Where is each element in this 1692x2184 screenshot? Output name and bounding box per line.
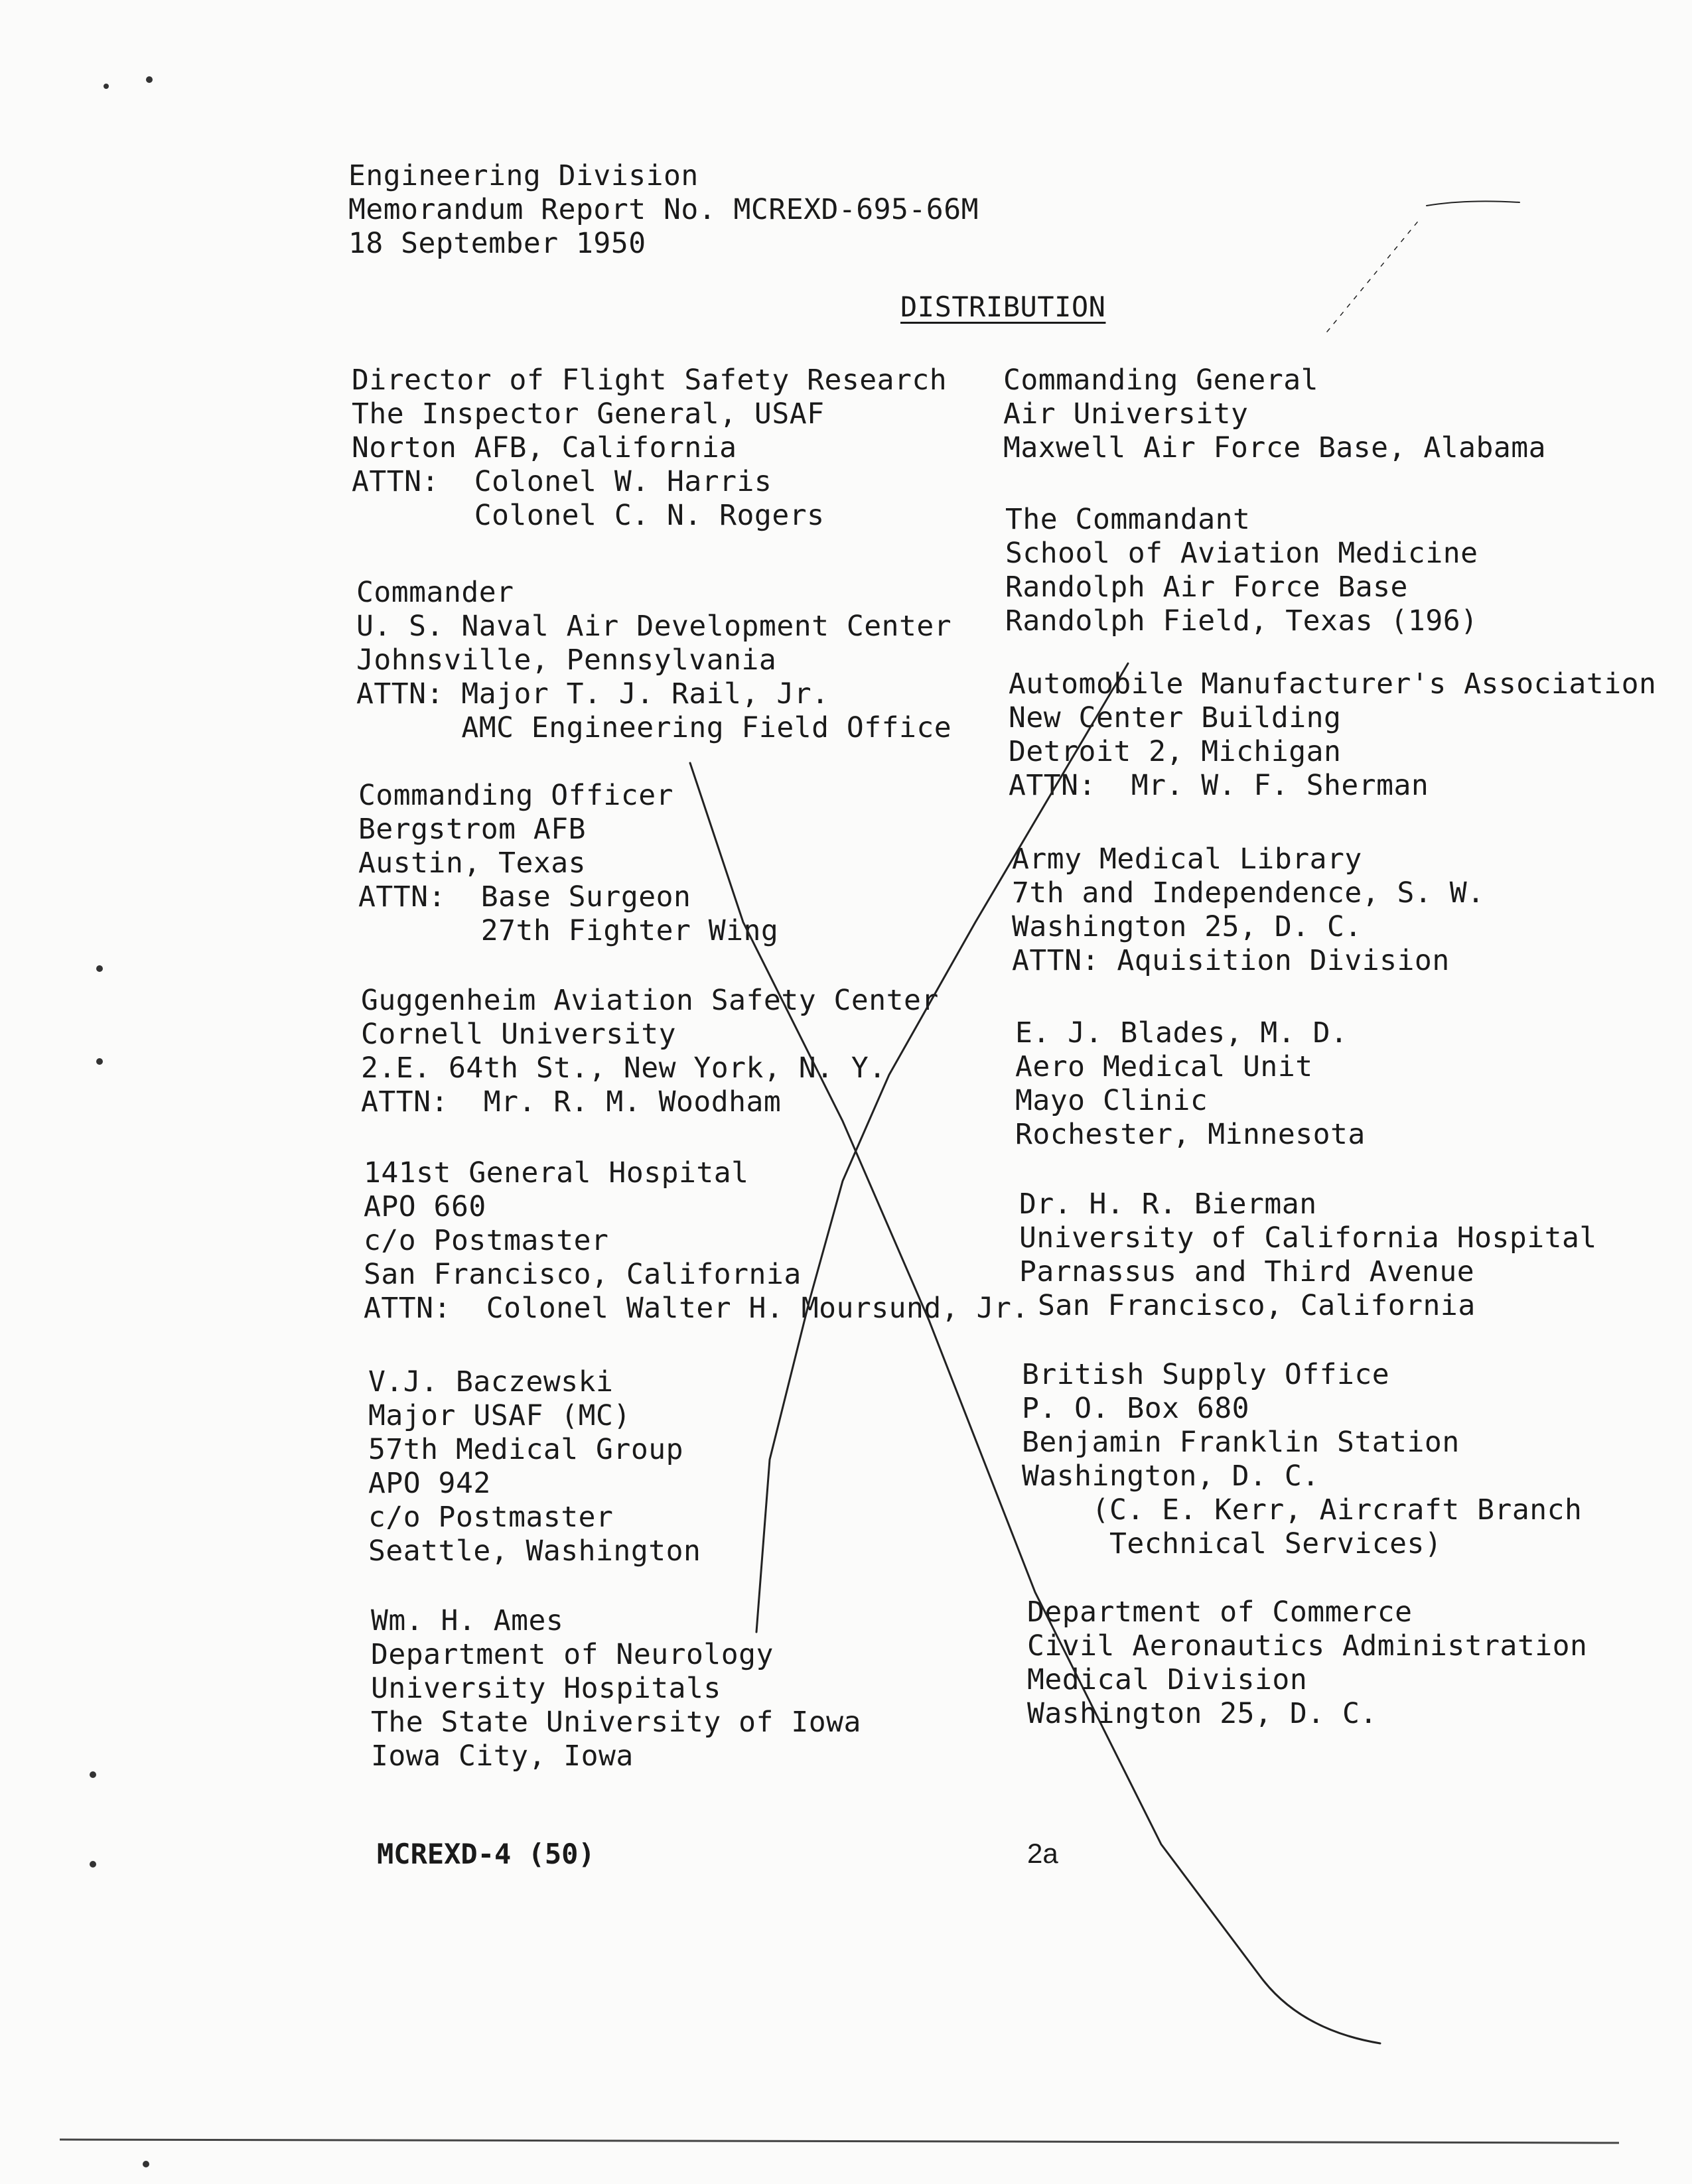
speck [90,1861,96,1868]
address-line: San Francisco, California [1038,1289,1476,1322]
address-line: P. O. Box 680 [1022,1392,1250,1425]
address-line: Mayo Clinic [1015,1084,1208,1117]
address-line: APO 660 [364,1190,486,1223]
address-line: Technical Services) [1022,1527,1443,1560]
address-line: Civil Aeronautics Administration [1027,1629,1588,1663]
address-line: (C. E. Kerr, Aircraft Branch [1022,1493,1583,1527]
address-line: The Inspector General, USAF [352,397,825,431]
address-line: 2.E. 64th St., New York, N. Y. [361,1052,886,1085]
address-line: The Commandant [1005,503,1251,536]
address-line: Randolph Air Force Base [1005,571,1408,604]
diagonal-cross-stroke [690,763,1380,2043]
attn-line: 27th Fighter Wing [358,914,779,947]
address-line: Washington 25, D. C. [1012,910,1362,943]
dash-mark [1427,201,1519,206]
address-line: Commanding Officer [358,779,673,812]
address-line: Iowa City, Iowa [371,1740,634,1773]
address-line: E. J. Blades, M. D. [1015,1016,1348,1050]
address-line: Department of Neurology [371,1638,774,1671]
address-line: V.J. Baczewski [368,1365,614,1399]
address-line: New Center Building [1009,701,1342,734]
address-line: San Francisco, California [364,1258,802,1291]
address-line: U. S. Naval Air Development Center [356,610,952,643]
attn-line: ATTN: Colonel Walter H. Moursund, Jr. [364,1292,1029,1325]
address-line: APO 942 [368,1467,491,1500]
attn-line: ATTN: Aquisition Division [1012,944,1450,977]
address-line: Medical Division [1027,1663,1308,1696]
address-line: University Hospitals [371,1672,721,1705]
address-line: Bergstrom AFB [358,813,587,846]
attn-line: ATTN: Colonel W. Harris [352,465,772,498]
address-line: 57th Medical Group [368,1433,683,1466]
address-line: 141st General Hospital [364,1156,749,1190]
address-line: Air University [1003,397,1249,431]
address-line: Guggenheim Aviation Safety Center [361,984,939,1017]
attn-line: Colonel C. N. Rogers [352,499,825,532]
address-line: School of Aviation Medicine [1005,537,1478,570]
address-line: Norton AFB, California [352,431,737,464]
address-line: Benjamin Franklin Station [1022,1426,1460,1459]
page-edge-line [60,2140,1619,2143]
distribution-title: DISTRIBUTION [900,291,1106,323]
attn-line: AMC Engineering Field Office [356,711,952,744]
address-line: Major USAF (MC) [368,1399,631,1432]
attn-line: ATTN: Base Surgeon [358,880,691,914]
address-line: Commander [356,576,514,609]
attn-line: ATTN: Major T. J. Rail, Jr. [356,677,829,711]
speck [90,1771,96,1778]
address-line: Randolph Field, Texas (196) [1005,604,1478,638]
address-line: Army Medical Library [1012,843,1362,876]
address-line: Parnassus and Third Avenue [1019,1255,1475,1288]
address-line: 7th and Independence, S. W. [1012,876,1485,910]
address-line: British Supply Office [1022,1358,1390,1391]
address-line: Maxwell Air Force Base, Alabama [1003,431,1547,464]
attn-line: ATTN: Mr. W. F. Sherman [1009,769,1429,802]
address-line: Rochester, Minnesota [1015,1118,1366,1151]
speck [143,2161,149,2167]
speck [146,76,153,83]
address-line: Seattle, Washington [368,1535,701,1568]
speck [104,84,109,89]
address-line: Cornell University [361,1018,676,1051]
address-line: Department of Commerce [1027,1596,1413,1629]
dash-mark [1327,219,1420,332]
address-line: Aero Medical Unit [1015,1050,1313,1083]
report-date-line: 18 September 1950 [348,227,646,260]
address-line: Director of Flight Safety Research [352,364,948,397]
address-line: Wm. H. Ames [371,1604,564,1637]
address-line: Automobile Manufacturer's Association [1009,667,1657,701]
address-line: Washington 25, D. C. [1027,1697,1377,1730]
address-line: University of California Hospital [1019,1221,1597,1255]
report-number-line: Memorandum Report No. MCREXD-695-66M [348,193,979,226]
address-line: c/o Postmaster [368,1501,614,1534]
speck [96,1058,103,1065]
diagonal-cross-stroke [756,663,1128,1632]
address-line: Johnsville, Pennsylvania [356,644,777,677]
address-line: Austin, Texas [358,847,587,880]
attn-line: ATTN: Mr. R. M. Woodham [361,1085,782,1119]
page-number: 2a [1027,1838,1058,1869]
address-line: Washington, D. C. [1022,1460,1320,1493]
division-line: Engineering Division [348,159,699,192]
address-line: c/o Postmaster [364,1224,609,1257]
speck [96,965,103,972]
form-number: MCREXD-4 (50) [377,1838,595,1870]
address-line: Commanding General [1003,364,1318,397]
address-line: The State University of Iowa [371,1706,861,1739]
address-line: Dr. H. R. Bierman [1019,1188,1317,1221]
address-line: Detroit 2, Michigan [1009,735,1342,768]
